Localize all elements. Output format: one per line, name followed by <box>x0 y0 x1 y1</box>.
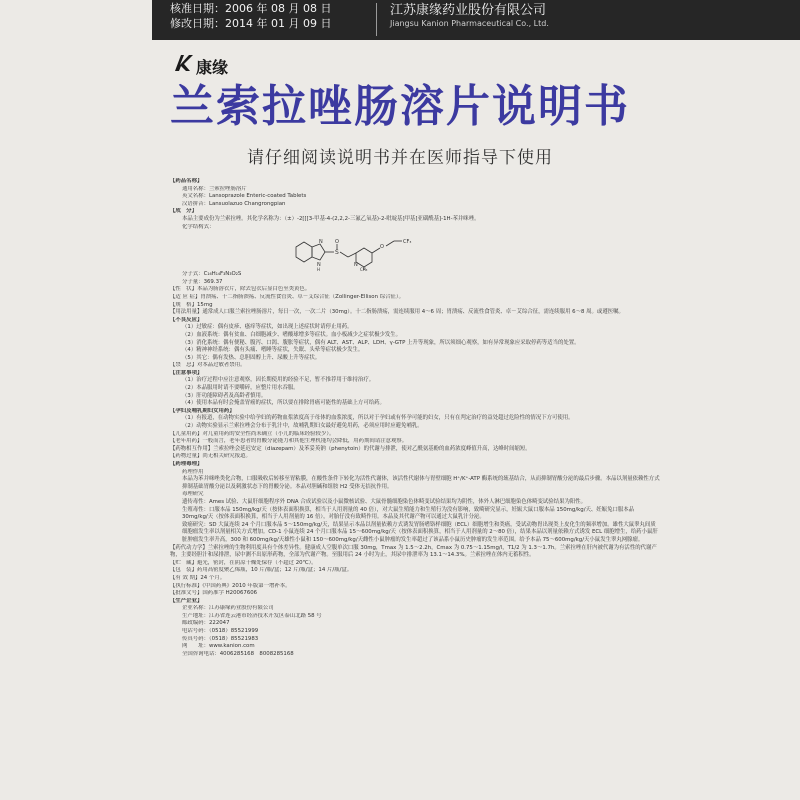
manufacturer-website: 网 址：www.kanion.com <box>182 643 255 650</box>
chemical-structure <box>170 233 660 271</box>
manufacturer-zip: 邮政编码：222047 <box>182 620 230 627</box>
adverse-item-1: （1）过敏症：偶有皮疹、瘙痒等症状，如出现上述症状时请停止用药。 <box>182 324 353 331</box>
indications-text: 【适 应 症】胃溃疡、十二指肠溃疡、反流性食管炎、卓－艾综合征（Zollinger-Ellison 综合征）。 <box>170 293 404 300</box>
pregnancy-item-1: （1）有报道，在动物实验中给孕妇的药物血浆浓度高于母体的血浆浓度，所以对于孕妇或有怀孕可能的妇女，只有在判定治疗的益处超过危险性的情况下方可使用。 <box>182 415 574 422</box>
dosage-text: 【用法用量】通常成人口服兰索拉唑肠溶片，每日一次，一次二片（30mg）。十二指肠溃疡，需连续服用 4～6 周；胃溃疡、反流性食管炎、卓－艾综合征，需连续服用 6～8 周。或遵医嘱。 <box>170 309 624 316</box>
revision-date: 修改日期：2014 年 01 月 09 日 <box>170 17 332 30</box>
storage-text: 【贮 藏】避光，密封，在阴凉干燥处保存（不超过 20℃）。 <box>170 559 317 566</box>
validity-text: 【有 效 期】24 个月。 <box>170 574 226 581</box>
ingredients-text: 本品主要成份为兰索拉唑。其化学名称为：（±）-2[[[3-甲基-4-(2,2,2-三氟乙氧基)-2-吡啶基]甲基]亚磺酰基]-1H-苯并咪唑。 <box>182 215 480 222</box>
specification-text: 【规 格】15mg <box>170 301 213 308</box>
dates-block <box>170 1 331 31</box>
structure-group-cf3: CF₃ <box>403 239 412 246</box>
structure-group-ch3: CH₃ <box>360 267 368 272</box>
header-banner <box>152 0 800 40</box>
document-title: 兰索拉唑肠溶片说明书 <box>170 81 630 132</box>
company-name-cn: 江苏康缘药业股份有限公司 <box>390 3 547 18</box>
company-name-en: Jiangsu Kanion Pharmaceutical Co., Ltd. <box>390 19 549 28</box>
lansoprazole-structure-diagram <box>290 233 450 271</box>
pharmacokinetics-text: 【药代动力学】兰索拉唑的生物利用度具有个体差异性。健康成人空腹单次口服 30mg，Tmax 为 1.5～2.2h，Cmax 为 0.75～1.15mg/l，T1/2 为 1.3～1.7h。兰索拉唑在肝内被代谢为有活性的代谢产物，主要经胆汁和尿排泄，尿中测不出原形药物，全部为代谢产物。至服用后 24 小时为止，其尿中排泄率为 13.1～14.3%。兰索拉唑在体内无蓄积性。 <box>170 544 657 559</box>
section-heading-pregnancy: 【孕妇及哺乳期妇女用药】 <box>170 407 235 414</box>
package-text: 【包 装】药用高密度聚乙烯瓶，10 片/瓶/盒；12 片/瓶/盒；14 片/瓶/盒。 <box>170 567 353 574</box>
toxicology-subheading: 毒理研究 <box>182 491 204 498</box>
structure-atom-h: H <box>317 267 321 272</box>
english-name: 英文名称：Lansoprazole Enteric-coated Tablets <box>182 193 307 200</box>
approval-date: 核准日期：2006 年 08 月 08 日 <box>170 2 332 15</box>
genotoxicity-text: 遗传毒性：Ames 试验、大鼠肝细胞程序外 DNA 合成试验以及小鼠微核试验、大鼠骨髓细胞染色体畸变试验结果均为阴性，体外人淋巴细胞染色体畸变试验结果为阳性。 <box>182 498 587 505</box>
structure-caption: 化学结构式： <box>182 223 215 230</box>
section-heading-drug-name: 【药品名称】 <box>170 178 203 184</box>
pinyin-name: 汉语拼音：Lansuolazuo Changrongpian <box>182 200 286 207</box>
section-heading-adverse: 【不良反应】 <box>170 316 203 323</box>
overdose-text: 【药物过量】尚无相关研究报道。 <box>170 453 251 460</box>
standard-text: 【执行标准】《中国药典》2010 年版第一增补本。 <box>170 582 291 589</box>
adverse-item-4: （4）精神神经系统：偶有头痛、嗜睡等症状，失眠、头晕等症状极少发生。 <box>182 347 364 354</box>
section-heading-pharmacology: 【药理毒理】 <box>170 461 203 467</box>
structure-atom-nh: N <box>317 262 321 269</box>
manufacturer-name: 企业名称：江苏康缘药业股份有限公司 <box>182 605 274 612</box>
reproductive-toxicity-text: 生殖毒性：口服本品 150mg/kg/天（按体表面积换算，相当于人用剂量的 40 倍），对大鼠生殖能力和生殖行为没有影响，致畸研究显示，妊娠大鼠口服本品 150mg/kg/天、妊娠兔口服本品 30mg/kg/天（按体表面积换算，相当于人用剂量的 16 倍），对胎仔没有致畸作用。本品及其代谢产物可以通过大鼠乳汁分泌。 <box>182 506 635 521</box>
structure-atom-o-ether: O <box>380 244 384 251</box>
interactions-text: 【药物相互作用】兰索拉唑会延迟安定（diazepam）及苯妥英钠（phenytoin）的代谢与排泄，使对乙酰氨基酚的血药浓度峰值升高，达峰时间缩短。 <box>170 445 531 452</box>
company-block <box>390 2 549 29</box>
manufacturer-address: 生产地址：江苏省连云港市经济技术开发区泰山北路 58 号 <box>182 612 322 619</box>
section-heading-ingredients: 【成 分】 <box>170 208 197 215</box>
precaution-item-1: （1）治疗过程中应注意观察，因长期使用的经验不足，暂不推荐用于维持治疗。 <box>182 377 375 384</box>
character-text: 【性 状】本品为肠溶衣片，除去包衣后显白色至类黄色。 <box>170 286 311 293</box>
precaution-item-4: （4）使用本品有时会掩盖胃癌的症状，所以要在排除胃癌可能性的基础上方可给药。 <box>182 400 385 407</box>
kanion-logo-icon <box>172 52 194 74</box>
pregnancy-item-2: （2）动物实验显示兰索拉唑会分布于乳汁中，故哺乳期妇女最好避免用药，必须应用时应避免哺乳。 <box>182 423 423 430</box>
structure-atom-o-sulfinyl: O <box>335 239 339 246</box>
brand-name: 康缘 <box>196 58 229 77</box>
precaution-item-3: （3）肝功能障碍者及高龄者慎用。 <box>182 392 267 399</box>
adverse-item-5: （5）其它：偶有发热、总胆固醇上升、尿酸上升等症状。 <box>182 354 321 361</box>
leaflet-body <box>170 178 660 658</box>
manufacturer-hotline: 全国咨询电话：4006285168 8008285168 <box>182 650 294 657</box>
manufacturer-phone: 电话号码：（0518）85521999 <box>182 628 259 635</box>
precaution-item-2: （2）本品服用时请不要嚼碎，应整片用水吞服。 <box>182 385 299 392</box>
approval-number-text: 【批准文号】国药准字 H20067606 <box>170 590 258 597</box>
section-heading-manufacturer: 【生产企业】 <box>170 597 203 604</box>
children-text: 【儿童用药】对儿童用药的安全性尚未确立（小儿的临床经验较少）。 <box>170 430 335 437</box>
pharmacology-text: 本品为苯并咪唑类化合物，口服吸收后转移至胃粘膜，在酸性条件下转化为活性代谢体，该活性代谢体与胃壁细胞 H⁺/K⁺-ATP 酶系统的巯基结合，从而抑制胃酸分泌的最后步骤。本品以剂量依赖性方式抑制基础胃酸分泌以及刺激状态下的胃酸分泌。本品对胆碱和组胺 H2 受体无拮抗作用。 <box>182 476 660 490</box>
adverse-item-3: （3）消化系统：偶有便秘、腹泻、口渴、腹胀等症状，偶有 ALT、AST、ALP、LDH、γ-GTP 上升等现象，所以须细心观察，如有异常现象应采取停药等适当的处置。 <box>182 339 580 346</box>
manufacturer-fax: 传真号码：（0518）85521983 <box>182 635 259 642</box>
adverse-item-2: （2）血液系统：偶有贫血、白细胞减少、嗜酸球增多等症状。血小板减少之症状极少发生。 <box>182 331 402 338</box>
pharmacology-subheading: 药理作用 <box>182 468 204 475</box>
elderly-text: 【老年用药】一般而言，老年患者的胃酸分泌能力和其他生理机能均会降低，用药期间请注意观察。 <box>170 438 408 445</box>
structure-atom-s: S <box>335 249 339 257</box>
section-heading-precautions: 【注意事项】 <box>170 369 203 376</box>
generic-name: 通用名称：兰索拉唑肠溶片 <box>182 185 247 192</box>
document-subtitle: 请仔细阅读说明书并在医师指导下使用 <box>247 148 553 168</box>
structure-atom-n: N <box>319 239 323 246</box>
header-divider <box>376 3 377 36</box>
carcinogenicity-text: 致癌研究：SD 大鼠连续 24 个月口服本品 5～150mg/kg/天，结果显示本品以剂量依赖方式诱发胃肠嗜铬样细胞（ECL）细胞增生和类癌，受试动物胃出现类上皮化生的频率增加。雄性大鼠睾丸间质细胞瘤发生率以剂量相关方式增加。CD-1 小鼠连续 24 个月口服本品 15～600mg/kg/天（按体表面积换算，相当于人用剂量的 2～80 倍），结果本品以剂量依赖方式诱发 ECL 细胞增生，给药小鼠肝脏肿瘤发生率升高，300 和 600mg/kg/天雄性小鼠和 150～600mg/kg/天雌性小鼠肿瘤的发生率超过了该品系小鼠历史肿瘤的发生率范围。给予本品 75～600mg/kg/天小鼠发生睾丸网腺瘤。 <box>182 521 658 543</box>
contraindications-text: 【禁 忌】对本品过敏者禁用。 <box>170 362 246 369</box>
molecular-mass: 分子量：369.37 <box>182 278 223 285</box>
molecular-formula: 分子式：C₁₆H₁₄F₃N₃O₂S <box>182 271 242 278</box>
structure-atom-n-pyridine: N <box>354 262 358 269</box>
